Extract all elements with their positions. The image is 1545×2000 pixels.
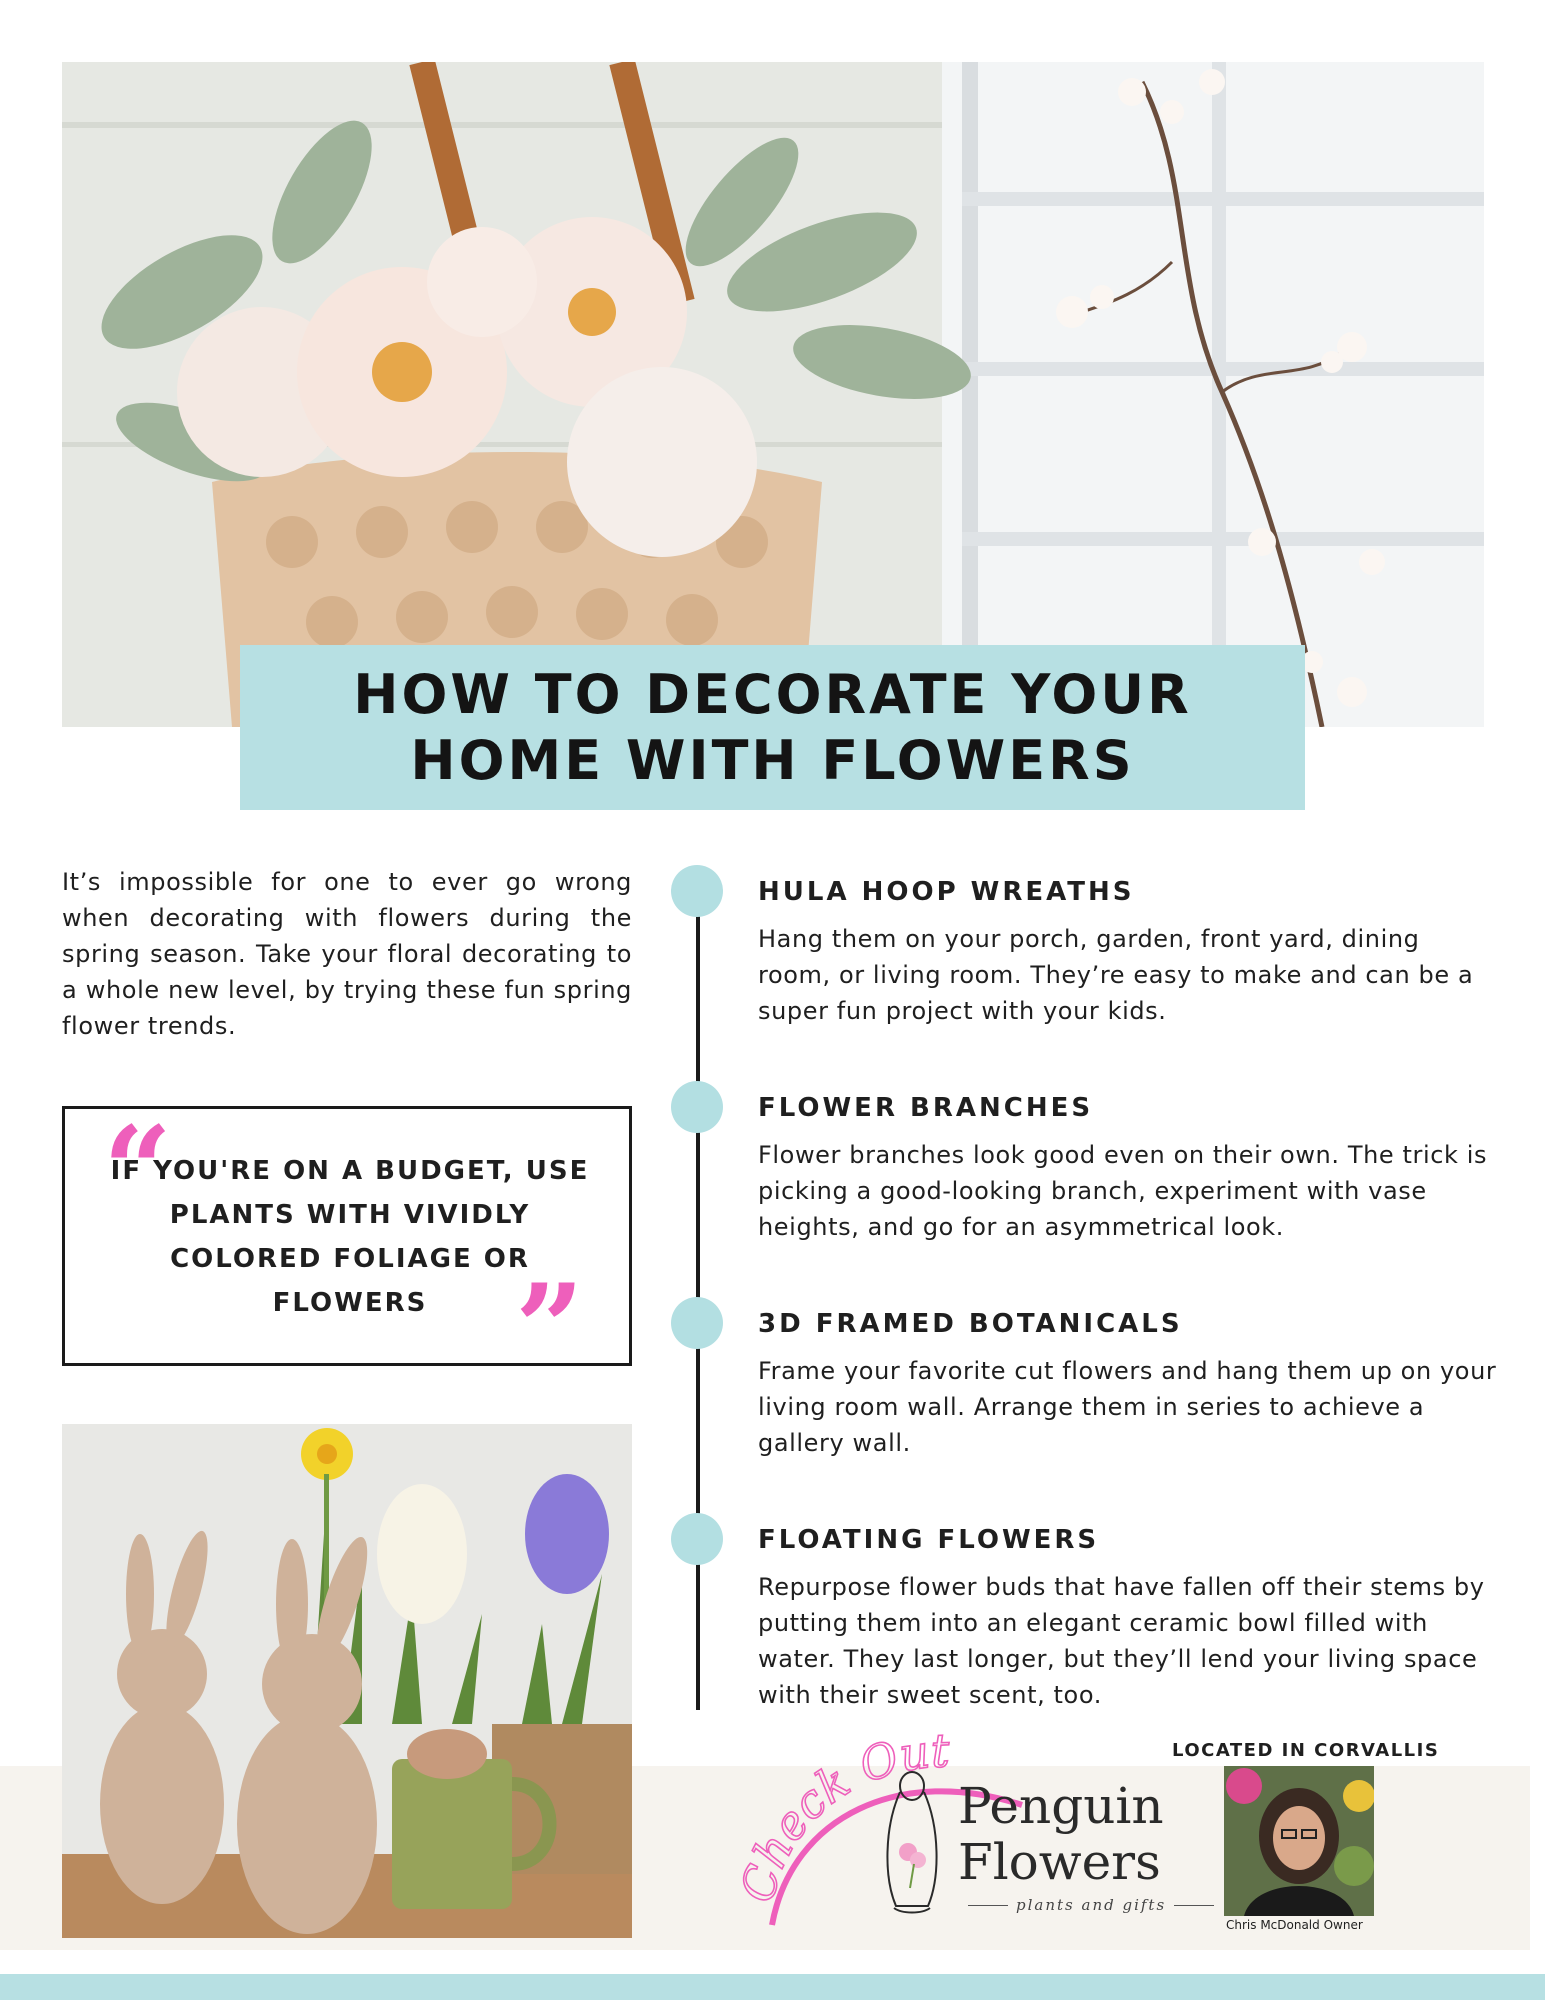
open-quote-icon: “ <box>103 1100 173 1241</box>
bottom-bar <box>0 1974 1545 2000</box>
trend-body: Hang them on your porch, garden, front yard, dining room, or living room. They’re easy to make and can be a super fun project with your kids. <box>758 925 1474 1025</box>
owner-photo <box>1224 1766 1374 1916</box>
close-quote-icon: ” <box>515 1258 585 1399</box>
trend-body: Repurpose flower buds that have fallen off their stems by putting them into an elegant ceramic bowl filled with water. They last longer, but they’ll lend your living space with their sweet scent, too. <box>758 1573 1485 1709</box>
location-label: LOCATED IN CORVALLIS <box>1172 1740 1440 1761</box>
brand-name-line-1: Penguin <box>958 1777 1164 1835</box>
trend-title: FLOWER BRANCHES <box>758 1093 1094 1123</box>
timeline-dot <box>671 1513 723 1565</box>
timeline-dot <box>671 1297 723 1349</box>
tagline-rule <box>968 1905 1008 1906</box>
quote-text: IF YOU'RE ON A BUDGET, USE PLANTS WITH VIVIDLY COLORED FOLIAGE OR FLOWERS <box>110 1156 590 1318</box>
check-out-text: Check Out <box>729 1723 951 1908</box>
page-title-line-1: HOW TO DECORATE YOUR <box>353 662 1192 726</box>
tagline-rule <box>1174 1905 1214 1906</box>
quote-box <box>62 1100 632 1399</box>
trend-body: Frame your favorite cut flowers and hang them up on your living room wall. Arrange them in series to achieve a gallery wall. <box>758 1357 1497 1457</box>
brand-name-line-2: Flowers <box>958 1833 1161 1891</box>
brand-name <box>958 1778 1164 1890</box>
brand-tagline <box>968 1896 1214 1914</box>
title-banner <box>240 645 1305 810</box>
trend-title: 3D FRAMED BOTANICALS <box>758 1309 1183 1339</box>
intro-paragraph: It’s impossible for one to ever go wrong when decorating with flowers during the spring season. Take your floral decorating to a whole new level, by trying these fun spring flower trends. <box>62 868 632 1040</box>
tagline-text: plants and gifts <box>1016 1896 1167 1914</box>
timeline-dot <box>671 1081 723 1133</box>
hero-photo <box>62 62 1484 727</box>
timeline-dot <box>671 865 723 917</box>
page-title-line-2: HOME WITH FLOWERS <box>410 728 1135 792</box>
trend-item <box>758 1309 1498 1461</box>
timeline-line <box>696 880 700 1710</box>
trend-item <box>758 1525 1498 1713</box>
owner-caption: Chris McDonald Owner <box>1226 1918 1363 1932</box>
bunnies-photo <box>62 1424 632 1938</box>
trend-item <box>758 877 1498 1029</box>
trend-item <box>758 1093 1498 1245</box>
penguin-logo-icon <box>878 1768 946 1918</box>
trend-title: FLOATING FLOWERS <box>758 1525 1100 1555</box>
trend-body: Flower branches look good even on their own. The trick is picking a good-looking branch, experiment with vase heights, and go for an asymmetrical look. <box>758 1141 1488 1241</box>
trend-title: HULA HOOP WREATHS <box>758 877 1135 907</box>
